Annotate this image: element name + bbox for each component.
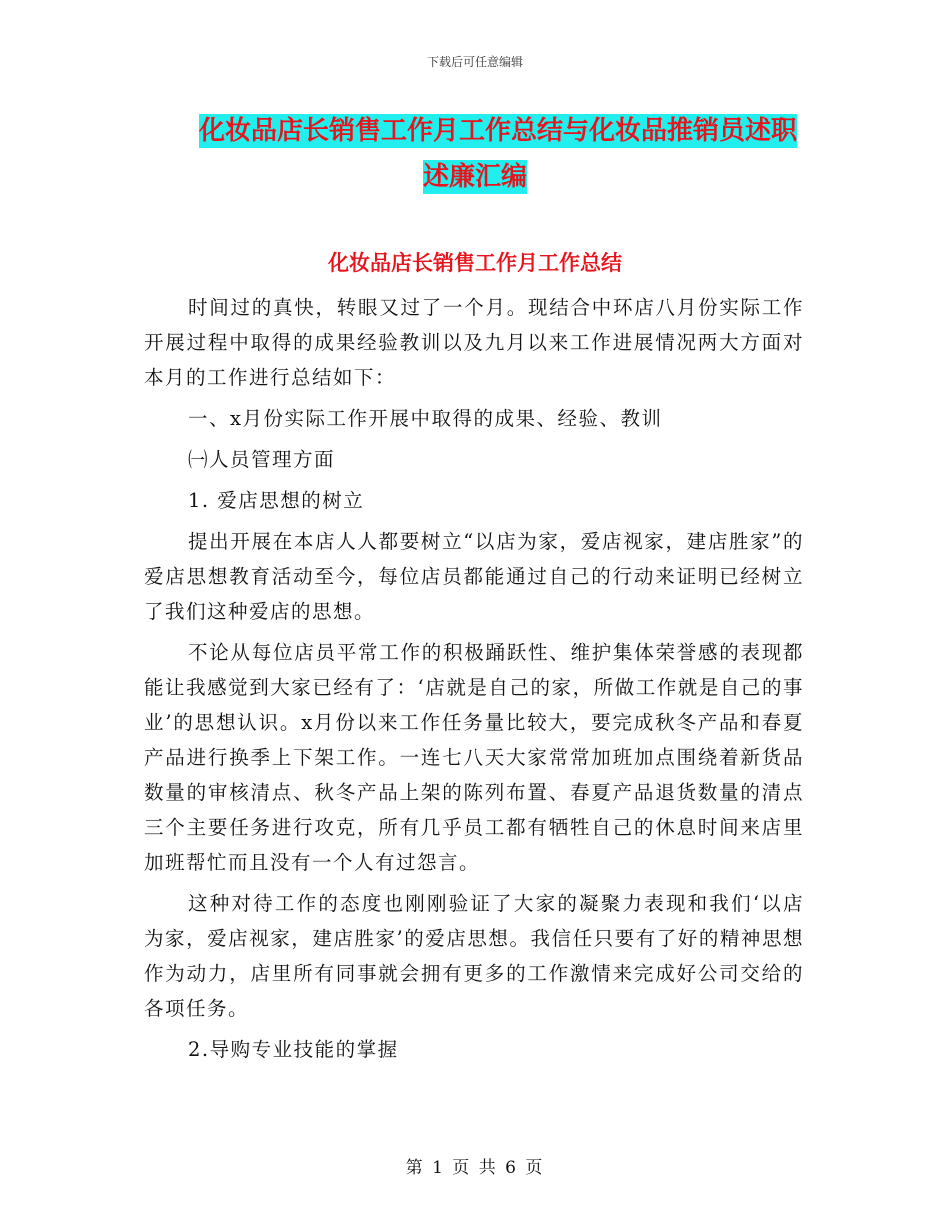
- heading-item-2: 2.导购专业技能的掌握: [188, 1038, 399, 1061]
- document-title-line-1: 化妆品店长销售工作月工作总结与化妆品推销员述职: [198, 116, 797, 146]
- body-text: [144, 290, 804, 1073]
- paragraph-item-1-b: 不论从每位店员平常工作的积极踊跃性、维护集体荣誉感的表现都能让我感觉到大家已经有了：‘店就是自己的家，所做工作就是自己的事业’的思想认识。x月份以来工作任务量比较大，要完成秋冬产品和春夏产品进行换季上下架工作。一连七八天大家常常加班加点围绕着新货品数量的审核清点、秋冬产品上架的陈列布置、春夏产品退货数量的清点三个主要任务进行攻克，所有几乎员工都有牺牲自己的休息时间来店里加班帮忙而且没有一个人有过怨言。: [144, 641, 804, 874]
- paragraph-item-1-c: 这种对待工作的态度也刚刚验证了大家的凝聚力表现和我们‘以店为家，爱店视家，建店胜家’的爱店思想。我信任只要有了好的精神思想作为动力，店里所有同事就会拥有更多的工作激情来完成好公司交给的各项任务。: [144, 892, 804, 1020]
- heading-staff-management: ㈠人员管理方面: [188, 448, 336, 471]
- document-title: [0, 108, 950, 200]
- header-note: 下载后可任意编辑: [426, 55, 523, 69]
- heading-part-one: 一、x月份实际工作开展中取得的成果、经验、教训: [188, 407, 663, 430]
- page-footer: 第 1 页 共 6 页: [405, 1158, 545, 1178]
- document-title-line-2: 述廉汇编: [422, 162, 527, 192]
- paragraph-intro: 时间过的真快，转眼又过了一个月。现结合中环店八月份实际工作开展过程中取得的成果经验教训以及九月以来工作进展情况两大方面对本月的工作进行总结如下：: [144, 296, 804, 389]
- heading-item-1: 1. 爱店思想的树立: [188, 489, 365, 512]
- paragraph-item-1-a: 提出开展在本店人人都要树立“以店为家，爱店视家，建店胜家”的爱店思想教育活动至今，每位店员都能通过自己的行动来证明已经树立了我们这种爱店的思想。: [144, 530, 804, 623]
- section-title: 化妆品店长销售工作月工作总结: [328, 251, 622, 275]
